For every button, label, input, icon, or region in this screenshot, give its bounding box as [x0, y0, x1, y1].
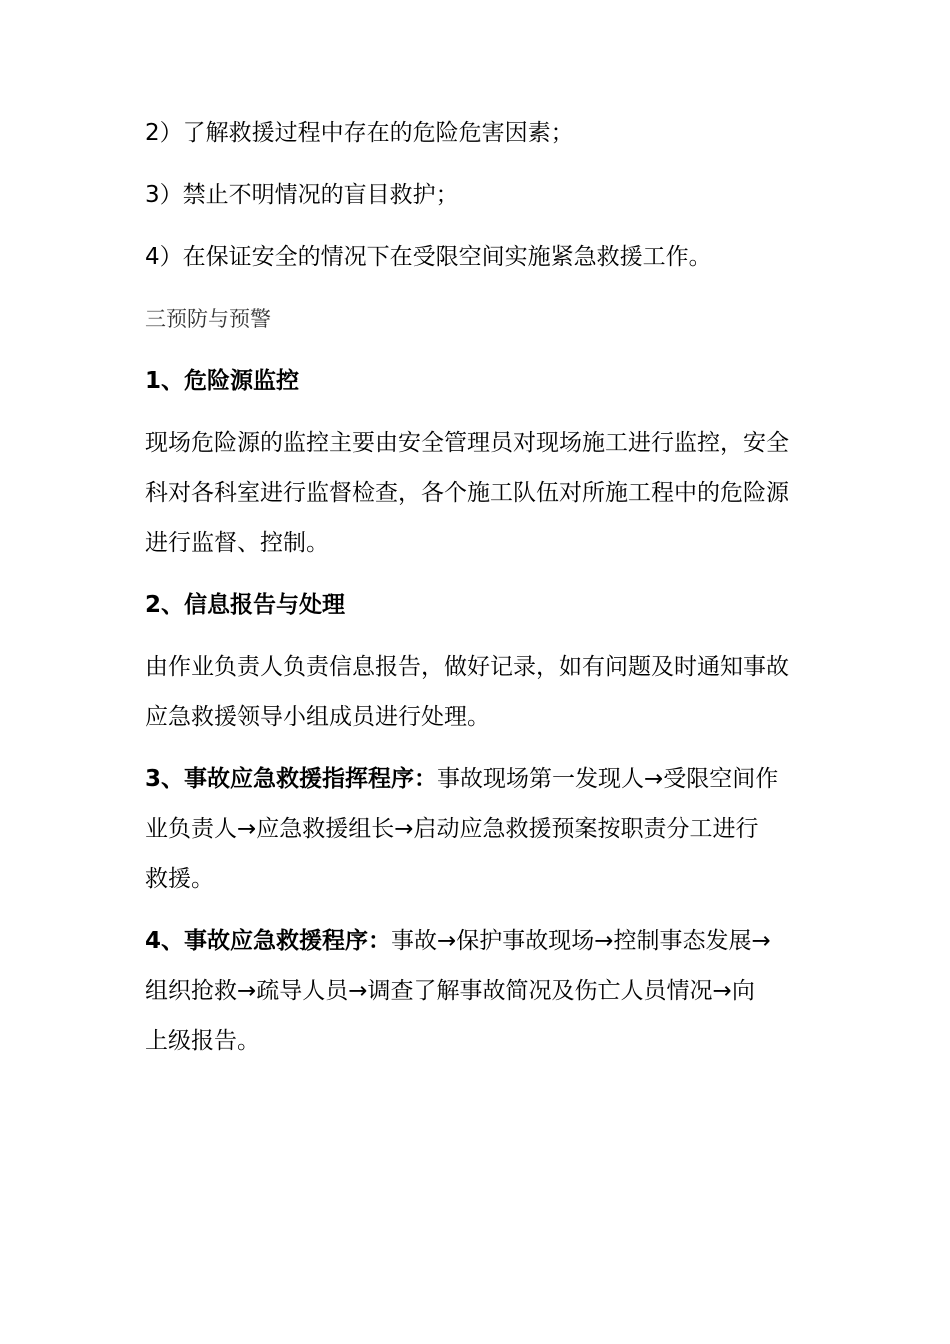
heading-info-report: 2、信息报告与处理	[145, 592, 346, 618]
paragraph-line	[145, 916, 810, 966]
paragraph-text: 事故→保护事故现场→控制事态发展→	[391, 928, 771, 954]
inline-heading: 4、事故应急救援程序：	[145, 928, 392, 954]
paragraph-text: 事故现场第一发现人→受限空间作	[437, 766, 779, 792]
list-item: 3）禁止不明情况的盲目救护；	[145, 182, 459, 208]
list-item: 2）了解救援过程中存在的危险危害因素；	[145, 120, 574, 146]
paragraph-rescue-procedure	[145, 916, 810, 1066]
paragraph-line: 上级报告。	[145, 1028, 260, 1054]
paragraph-line: 救援。	[145, 866, 214, 892]
paragraph-line: 应急救援领导小组成员进行处理。	[145, 704, 490, 730]
paragraph-line: 进行监督、控制。	[145, 530, 329, 556]
heading-hazard-monitoring: 1、危险源监控	[145, 368, 300, 394]
section-title: 三预防与预警	[145, 307, 271, 331]
paragraph-info-report	[145, 642, 810, 742]
paragraph-line: 组织抢救→疏导人员→调查了解事故简况及伤亡人员情况→向	[145, 978, 755, 1004]
paragraph-line: 科对各科室进行监督检查，各个施工队伍对所施工程中的危险源	[145, 480, 789, 506]
paragraph-hazard-monitoring	[145, 418, 810, 568]
document-content	[145, 108, 810, 1066]
paragraph-line: 业负责人→应急救援组长→启动应急救援预案按职责分工进行	[145, 816, 759, 842]
paragraph-line: 现场危险源的监控主要由安全管理员对现场施工进行监控，安全	[145, 430, 789, 456]
paragraph-command-procedure	[145, 754, 810, 904]
list-item: 4）在保证安全的情况下在受限空间实施紧急救援工作。	[145, 244, 712, 270]
paragraph-line: 由作业负责人负责信息报告，做好记录，如有问题及时通知事故	[145, 654, 789, 680]
paragraph-line	[145, 754, 810, 804]
inline-heading: 3、事故应急救援指挥程序：	[145, 766, 438, 792]
